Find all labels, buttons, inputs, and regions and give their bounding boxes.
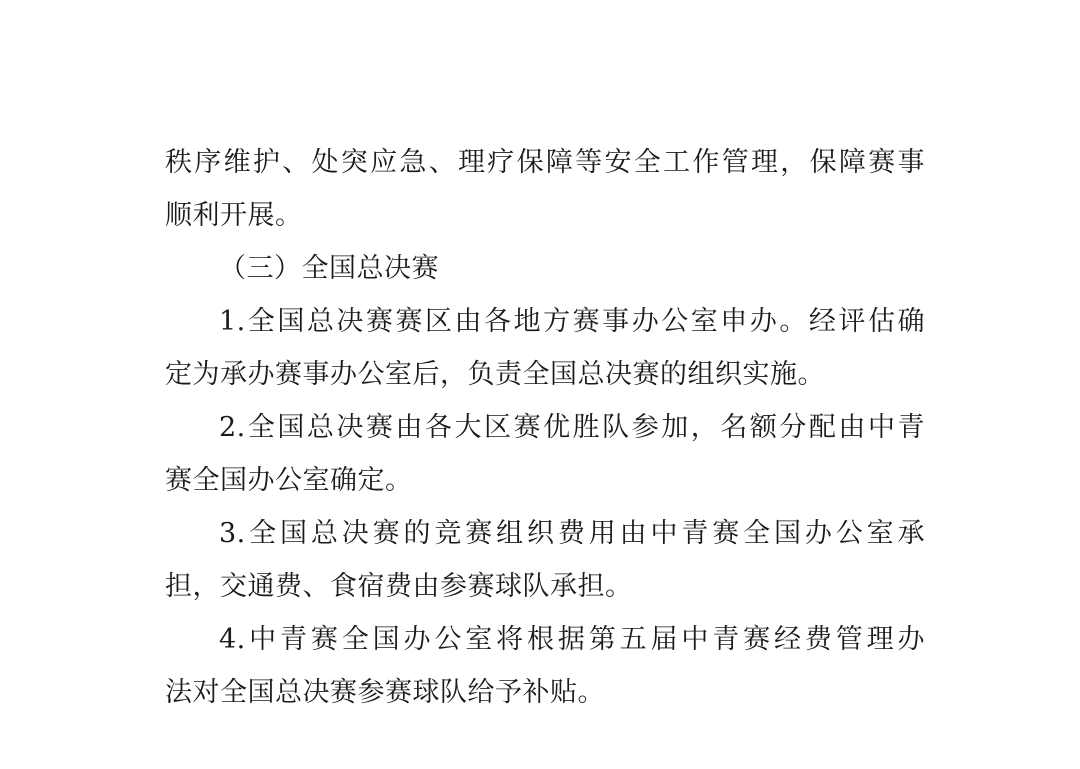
paragraph-item-3 bbox=[165, 507, 925, 613]
section-heading-text: （三）全国总决赛 bbox=[219, 253, 439, 284]
text-line: 赛全国办公室确定。 bbox=[165, 465, 413, 496]
paragraph-continuation bbox=[165, 136, 925, 242]
paragraph-item-2 bbox=[165, 401, 925, 507]
text-line: 1.全国总决赛赛区由各地方赛事办公室申办。经评估确 bbox=[219, 306, 925, 337]
document-body bbox=[165, 136, 925, 719]
text-line: 2.全国总决赛由各大区赛优胜队参加，名额分配由中青 bbox=[219, 412, 925, 443]
text-line: 定为承办赛事办公室后，负责全国总决赛的组织实施。 bbox=[165, 359, 825, 390]
text-line: 秩序维护、处突应急、理疗保障等安全工作管理，保障赛事 bbox=[165, 147, 925, 178]
text-line: 担，交通费、食宿费由参赛球队承担。 bbox=[165, 571, 633, 602]
text-line: 顺利开展。 bbox=[165, 200, 303, 231]
section-heading bbox=[165, 242, 925, 295]
text-line: 法对全国总决赛参赛球队给予补贴。 bbox=[165, 677, 605, 708]
text-line: 3.全国总决赛的竞赛组织费用由中青赛全国办公室承 bbox=[219, 518, 925, 549]
paragraph-item-1 bbox=[165, 295, 925, 401]
text-line: 4.中青赛全国办公室将根据第五届中青赛经费管理办 bbox=[219, 624, 925, 655]
paragraph-item-4 bbox=[165, 613, 925, 719]
